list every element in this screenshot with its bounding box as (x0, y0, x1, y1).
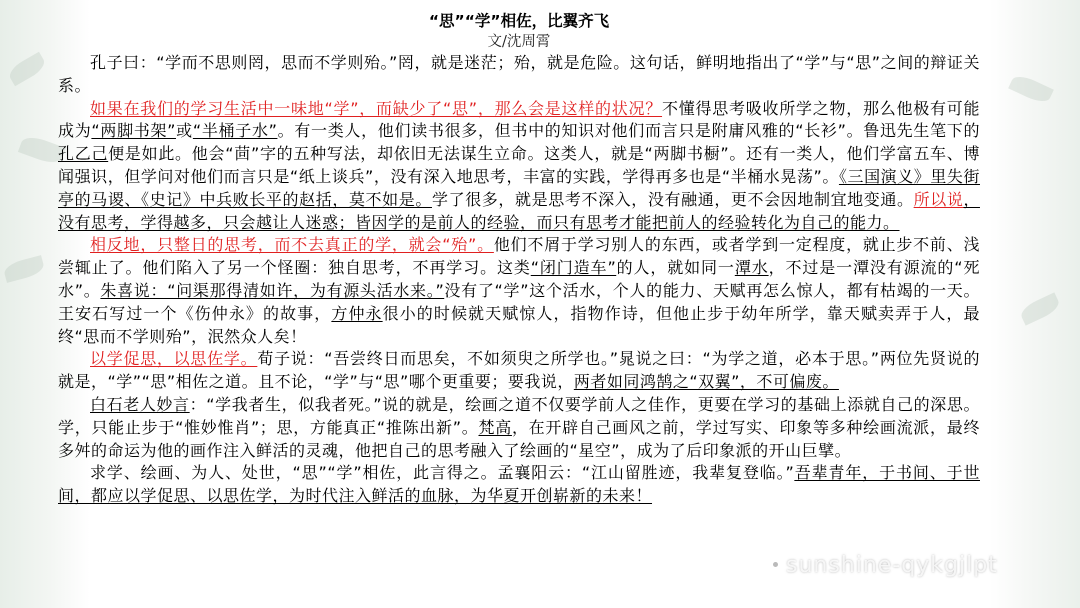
text-segment: 便是如此。他会“茴”字的五种写法，却依旧无法谋生立命。这类人，就是“两脚书橱”。还有一类人，他们学富五车、博闻强识，但学问对他们而言只是“纸上谈兵”，没有深入地思考，丰富的实践，学得再多也是“半桶水晃荡”。 (58, 144, 980, 186)
underlined-phrase: 朱喜说：“问渠那得清如许，为有源头活水来。” (100, 280, 445, 300)
text-segment: ：“学我者生，似我者死。”说的就是，绘画之道不仅要学前人之佳作，更要在学习的基础上添就自己的深思。学，只能止步于“惟妙惟肖”；思，方能真正“推陈出新”。 (58, 394, 980, 437)
underlined-phrase: 两者如同鸿鹄之“双翼”，不可偏废。 (573, 372, 839, 392)
paragraph (58, 52, 980, 98)
watermark-dot (773, 562, 778, 567)
underlined-phrase: “两脚书架” (91, 121, 176, 141)
highlighted-phrase: 相反地，只整日的思考，而不去真正的学，就会“殆”。 (90, 235, 494, 255)
underlined-phrase: 《三国演义》里失街亭的马谡、《史记》中兵败长平的赵括，莫不如是。 (58, 166, 980, 209)
text-segment: 或 (175, 121, 193, 141)
text-segment: 不懂得思考吸收所学之物，那么他极有可能成为 (58, 98, 980, 141)
paragraph (58, 394, 980, 462)
paragraph (58, 462, 980, 508)
text-segment: 学了很多，就是思考不深入，没有融通，更不会因地制宜地变通。 (431, 189, 914, 209)
underlined-phrase: 潭水 (734, 258, 769, 278)
text-segment: 没有了“学”这个活水，个人的能力、天赋再怎么惊人，都有枯竭的一天。王安石写过一个《伤仲永》的故事， (58, 280, 980, 323)
text-segment: 荀子说：“吾尝终日而思矣，不如须臾之所学也。”晁说之曰：“为学之道，必本于思。”两位先贤说的就是，“学”“思”相佐之道。且不论，“学”与“思”哪个更重要；要我说， (58, 349, 980, 392)
article-title: “思”“学”相佐，比翼齐飞 (428, 12, 610, 30)
highlighted-question: 如果在我们的学习生活中一味地“学”，而缺少了“思”，那么会是这样的状况？ (90, 98, 663, 118)
underlined-phrase: 孔乙己 (58, 144, 109, 164)
highlighted-phrase: 所以说 (913, 189, 964, 209)
text-segment: ，在开辟自己画风之前，学过写实、印象等多种绘画流派，最终多舛的命运为他的画作注入鲜活的灵魂，他把自己的思考融入了绘画的“星空”，成为了后印象派的开山巨擘。 (58, 417, 980, 460)
text-segment: ，不过是一潭没有源流的“死水”。 (58, 258, 980, 300)
highlighted-phrase: 以学促思，以思佐学。 (90, 349, 258, 369)
underlined-phrase: 梵高 (478, 417, 512, 437)
article-author: 文/沈周霄 (487, 34, 551, 50)
document-page (58, 10, 980, 600)
text-segment: 的人，就如同一 (616, 258, 735, 278)
underlined-phrase: 方仲永 (331, 303, 383, 323)
underlined-phrase: ，没有思考，学得越多，只会越让人迷惑；皆因学的是前人的经验，而只有思考才能把前人的经验转化为自己的能力。 (58, 189, 980, 232)
text-segment: 求学、绘画、为人、处世，“思”“学”相佐，此言得之。孟襄阳云：“江山留胜迹，我辈复登临。” (90, 463, 795, 483)
text-segment: 。有一类人，他们读书很多，但书中的知识对他们而言只是附庸风雅的“长衫”。鲁迅先生笔下的 (277, 121, 980, 141)
watermark: sunshine-qykgjlpt (786, 553, 998, 578)
text-segment: 孔子曰：“学而不思则罔，思而不学则殆。”罔，就是迷茫；殆，就是危险。这句话，鲜明地指出了“学”与“思”之间的辩证关系。 (58, 53, 980, 95)
paragraph (58, 348, 980, 394)
paragraph (58, 234, 980, 348)
underlined-phrase: “闭门造车” (530, 258, 617, 278)
text-segment: 他们不屑于学习别人的东西，或者学到一定程度，就止步不前、浅尝辄止了。他们陷入了另一个怪圈：独自思考，不再学习。这类 (58, 235, 980, 278)
underlined-phrase: 吾辈青年，于书间、于世间，都应以学促思、以思佐学，为时代注入鲜活的血脉，为华夏开创崭新的未来！ (58, 463, 980, 506)
underlined-phrase: 白石老人妙言 (90, 394, 190, 414)
underlined-phrase: “半桶子水” (192, 121, 278, 141)
paragraph (58, 98, 980, 235)
text-segment: 很小的时候就天赋惊人，指物作诗，但他止步于幼年所学，靠天赋卖弄于人，最终“思而不学则殆”，泯然众人矣！ (58, 303, 980, 346)
